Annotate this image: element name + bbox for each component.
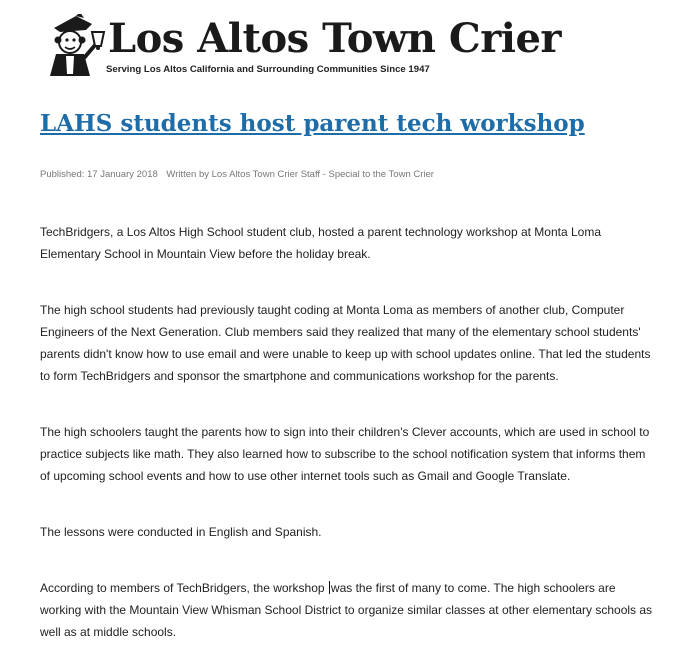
town-crier-mascot-icon <box>46 14 108 78</box>
article-paragraph <box>40 577 658 643</box>
text-cursor <box>329 581 330 594</box>
paragraph-text-before-caret: According to members of TechBridgers, the workshop <box>40 581 328 595</box>
article-paragraph: The lessons were conducted in English and Spanish. <box>40 525 322 539</box>
logo-wordmark: Los Altos Town Crier <box>108 15 562 62</box>
article-byline <box>40 169 434 180</box>
article-body <box>40 221 658 643</box>
masthead-tagline: Serving Los Altos California and Surrounding Communities Since 1947 <box>106 64 430 75</box>
article-paragraph: The high school students had previously taught coding at Monta Loma as members of another club, Computer Engineers of the Next Generation. Club members said they realized that many of the elementary school students' parents didn't know how to use email and were unable to keep up with school updates online. That led the students to form TechBridgers and sponsor the smartphone and communications workshop for the parents. <box>40 303 651 383</box>
article-paragraph: TechBridgers, a Los Altos High School student club, hosted a parent technology workshop at Monta Loma Elementary School in Mountain View before the holiday break. <box>40 225 601 261</box>
published-date: Published: 17 January 2018 <box>40 169 158 180</box>
author-credit: Written by Los Altos Town Crier Staff - Special to the Town Crier <box>166 169 434 180</box>
article-headline-link[interactable]: LAHS students host parent tech workshop <box>40 110 585 137</box>
masthead-logo[interactable] <box>44 14 562 80</box>
article-paragraph: The high schoolers taught the parents how to sign into their children's Clever accounts, which are used in school to practice subjects like math. They also learned how to subscribe to the school notification system that informs them of upcoming school events and how to use other internet tools such as Gmail and Google Translate. <box>40 425 650 483</box>
paragraph-text-after-caret: was the first of many to come. The high schoolers are working with the Mountain View Whisman School District to organize similar classes at other elementary schools as well as at middle schools. <box>40 581 653 639</box>
